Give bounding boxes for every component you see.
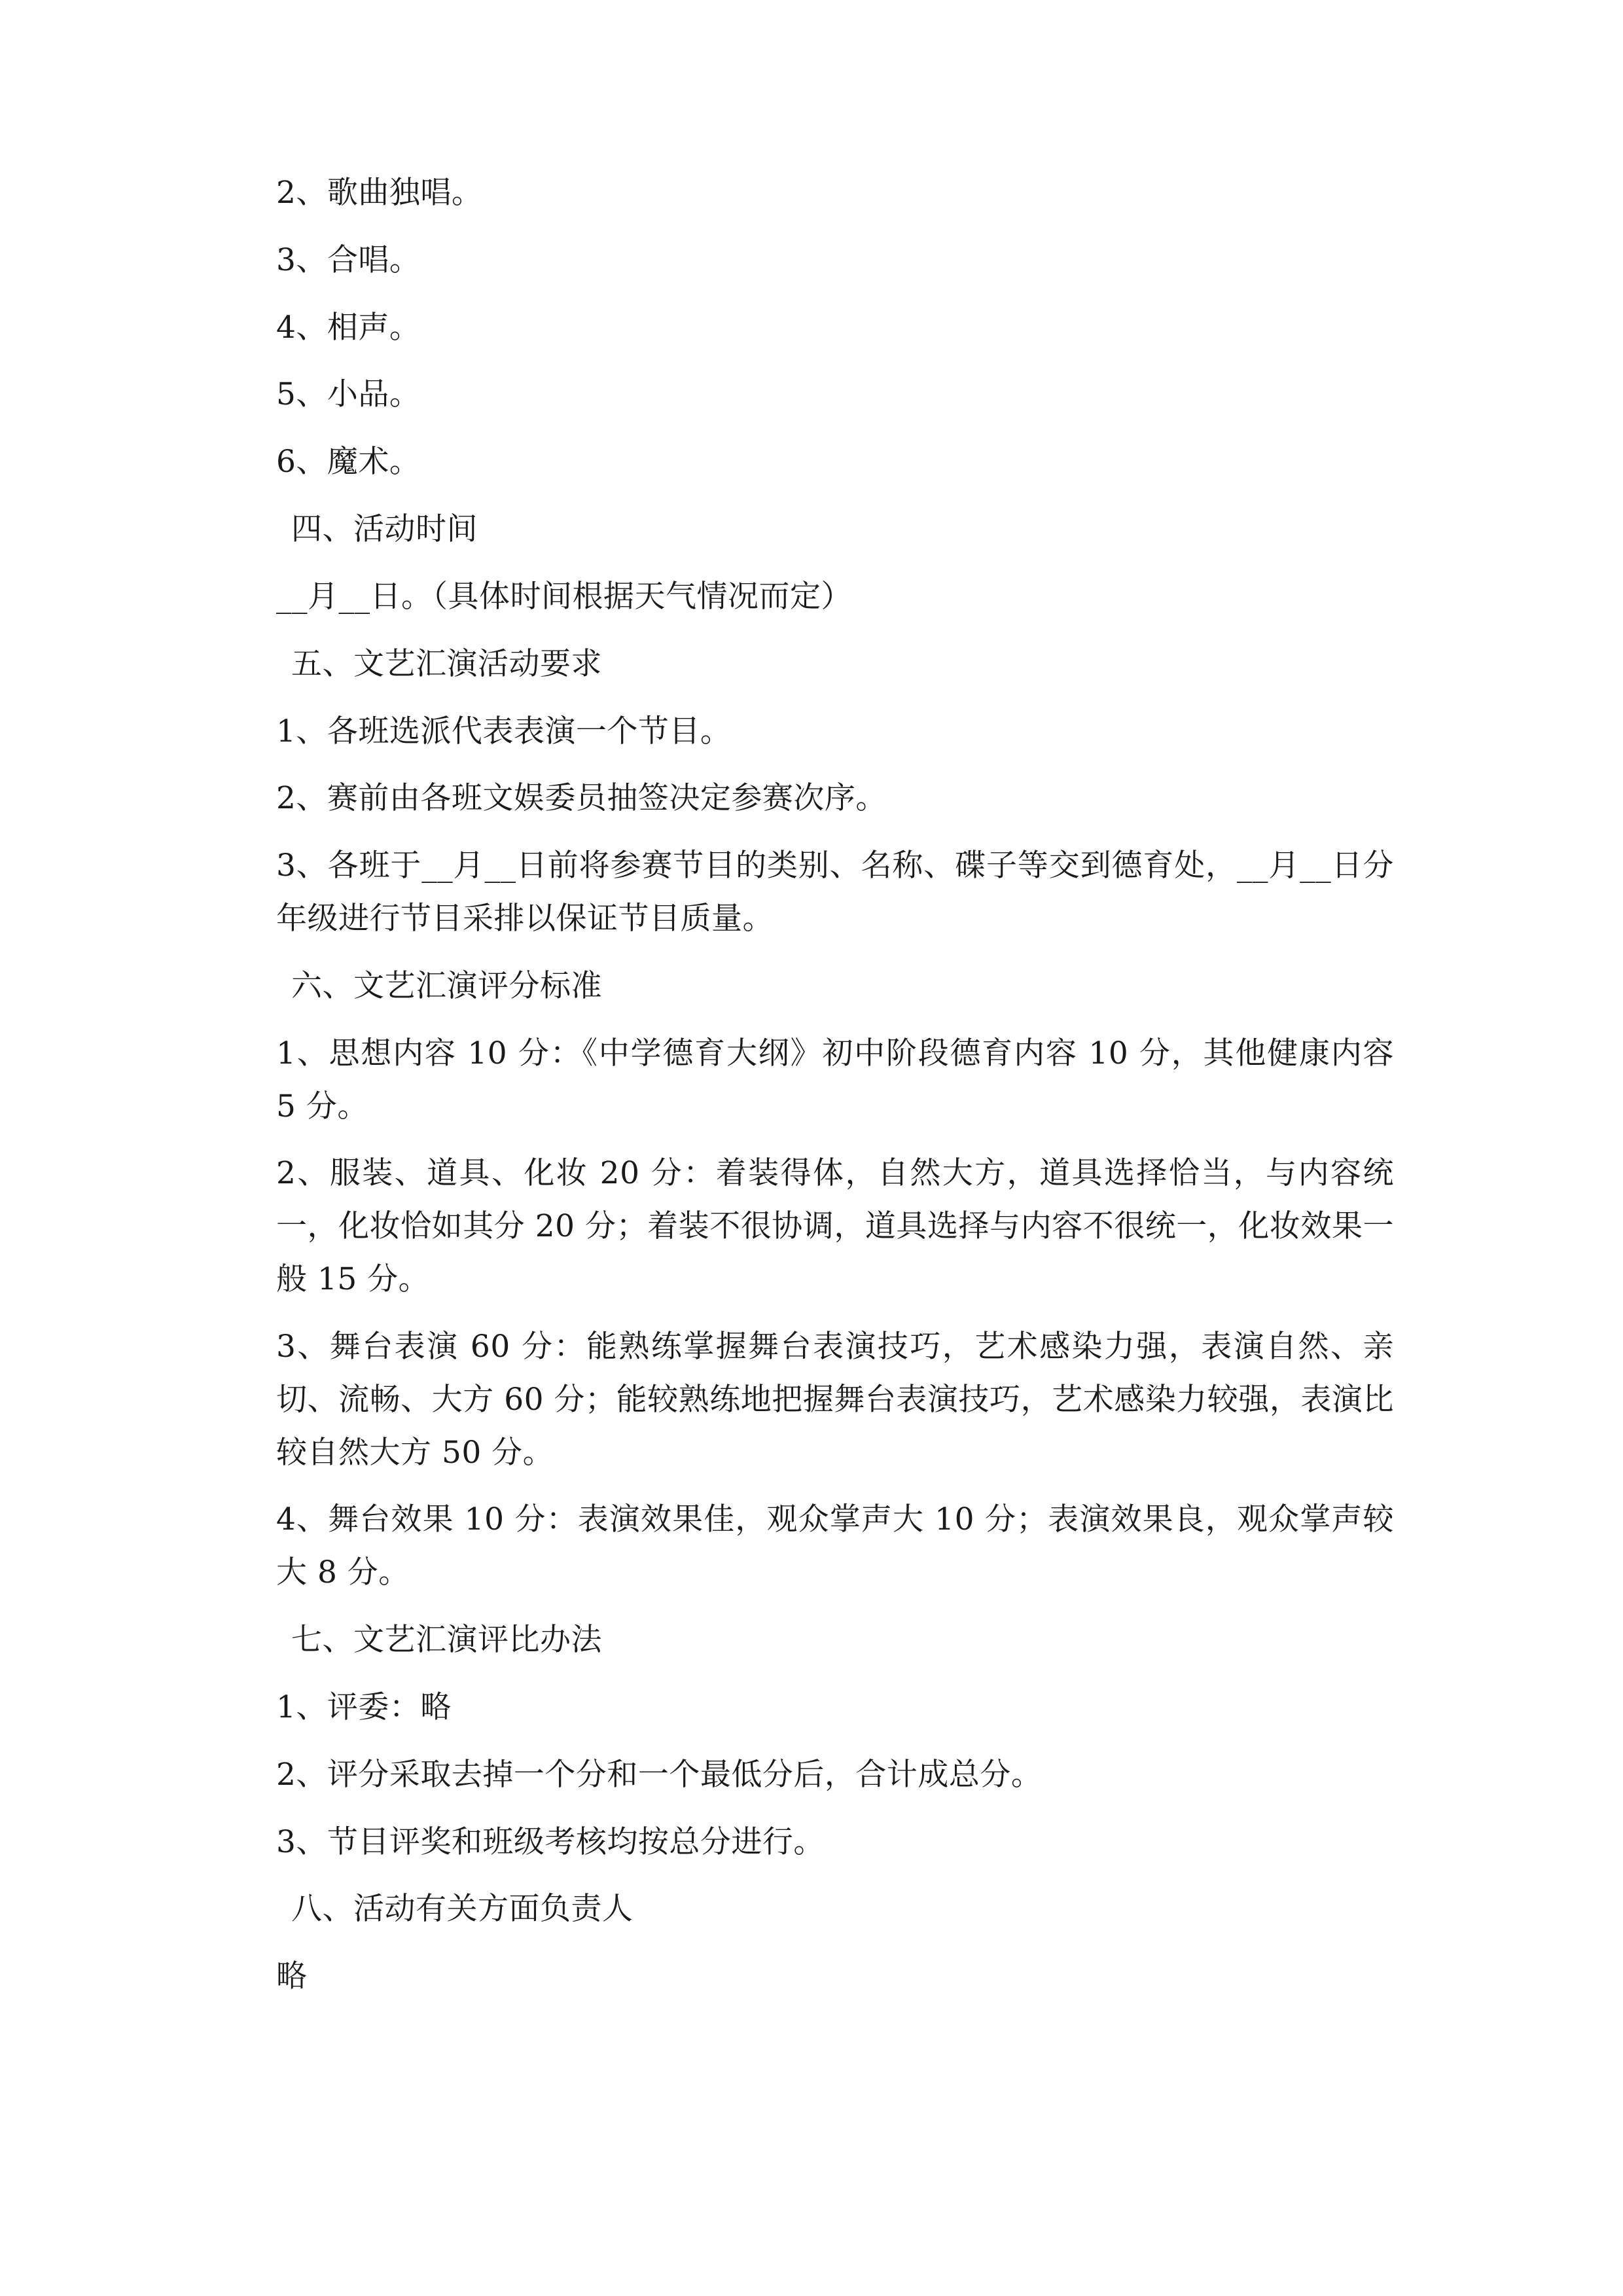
paragraph-responsible-persons-detail: 略 (276, 1958, 308, 1995)
paragraph-item-5-skit: 5、小品。 (276, 376, 421, 413)
paragraph-score-2-costume: 2、服装、道具、化妆 20 分：着装得体，自然大方，道具选择恰当，与内容统一，化妆恰如其分 20 分；着装不很协调，道具选择与内容不很统一，化妆效果一般 15 分。 (276, 1155, 1394, 1298)
paragraph-score-3-stage-performance: 3、舞台表演 60 分：能熟练掌握舞台表演技巧，艺术感染力强，表演自然、亲切、流畅、大方 60 分；能较熟练地把握舞台表演技巧，艺术感染力较强，表演比较自然大方 50 分。 (276, 1328, 1394, 1471)
heading-seven-evaluation-method: 七、文艺汇演评比办法 (291, 1622, 602, 1659)
heading-eight-responsible-persons: 八、活动有关方面负责人 (291, 1891, 633, 1928)
paragraph-item-3-chorus: 3、合唱。 (276, 242, 421, 278)
heading-six-scoring-standard: 六、文艺汇演评分标准 (291, 967, 602, 1004)
heading-four-activity-time: 四、活动时间 (291, 511, 478, 548)
paragraph-method-1-judges: 1、评委：略 (276, 1689, 452, 1725)
heading-five-performance-requirements: 五、文艺汇演活动要求 (291, 645, 602, 682)
paragraph-method-2-scoring: 2、评分采取去掉一个分和一个最低分后，合计成总分。 (276, 1756, 1043, 1793)
document-body (242, 167, 1404, 2018)
paragraph-req-1: 1、各班选派代表表演一个节目。 (276, 713, 732, 749)
paragraph-item-6-magic: 6、魔术。 (276, 444, 421, 480)
paragraph-activity-time-detail: __月__日。（具体时间根据天气情况而定） (276, 578, 852, 615)
paragraph-req-2: 2、赛前由各班文娱委员抽签决定参赛次序。 (276, 780, 887, 817)
paragraph-score-1-ideology: 1、思想内容 10 分：《中学德育大纲》初中阶段德育内容 10 分，其他健康内容 5 分。 (276, 1035, 1404, 1124)
paragraph-req-3: 3、各班于__月__日前将参赛节目的类别、名称、碟子等交到德育处，__月__日分年级进行节目采排以保证节目质量。 (276, 848, 1394, 937)
paragraph-method-3-awards: 3、节目评奖和班级考核均按总分进行。 (276, 1823, 825, 1860)
paragraph-score-4-stage-effect: 4、舞台效果 10 分：表演效果佳，观众掌声大 10 分；表演效果良，观众掌声较大 8 分。 (276, 1501, 1394, 1591)
paragraph-item-2-song-solo: 2、歌曲独唱。 (276, 175, 483, 211)
paragraph-item-4-crosstalk: 4、相声。 (276, 309, 421, 346)
